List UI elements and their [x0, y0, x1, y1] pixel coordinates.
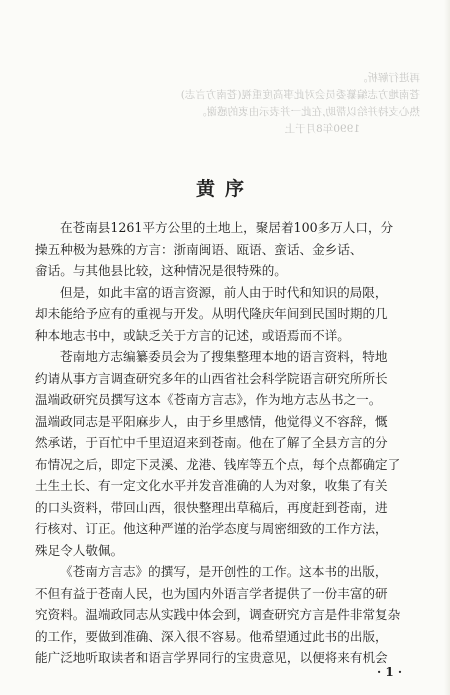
text-line: 畲话。与其他县比较，这种情况是很特殊的。	[35, 263, 287, 278]
preface-title: 黄序	[195, 178, 254, 200]
text-line: 土生土长、有一定文化水平并发音准确的人为对象，收集了有关	[35, 478, 388, 493]
text-line: 苍南地方志编纂委员会为了搜集整理本地的语言资料，特地	[60, 349, 388, 364]
text-line: 约请从事方言调查研究多年的山西省社会科学院语言研究所所长	[35, 370, 388, 386]
text-line: 的工作，要做到准确、深入很不容易。他希望通过此书的出版，	[35, 628, 388, 644]
text-line: 温端政研究员撰写这本《苍南方言志》，作为地方志丛书之一。	[35, 392, 382, 407]
text-line: 然承诺，于百忙中千里迢迢来到苍南。他在了解了全县方言的分	[35, 435, 388, 450]
text-line: 究资料。温端政同志从实践中体会到，调查研究方言是件非常复杂	[35, 607, 401, 622]
bleed-line: 再进行解析。	[357, 72, 420, 84]
text-line: 在苍南县1261平方公里的土地上，聚居着100多万人口，分	[60, 220, 394, 235]
text-line: 能广泛地听取读者和语言学界同行的宝贵意见，以便将来有机会	[35, 650, 388, 665]
text-line: 但是，如此丰富的语言资源，前人由于时代和知识的局限，	[60, 284, 388, 300]
scan-edge-shadow	[444, 0, 450, 695]
bleed-line: 1990年8月于上	[284, 123, 360, 135]
text-line: 的口头资料，带回山西，很快整理出草稿后，再度赶到苍南，进	[35, 499, 388, 515]
bleed-line: 热心支持并给以帮助,在此一并表示由衷的感谢。	[196, 106, 420, 118]
text-line: 操五种极为悬殊的方言：浙南闽语、瓯语、蛮话、金乡话、	[35, 241, 363, 257]
text-line: 行核对、订正。他这种严谨的治学态度与周密细致的工作方法，	[35, 521, 388, 536]
text-line: 殊足令人敬佩。	[35, 542, 124, 558]
text-line: 布情况之后，即定下灵溪、龙港、钱库等五个点，每个点都确定了	[35, 456, 401, 472]
bleed-line: 苍南地方志编纂委员会对此事高度重视(苍南方言志)	[180, 89, 420, 101]
text-line: 不但有益于苍南人民，也为国内外语言学者提供了一份丰富的研	[35, 585, 388, 601]
text-line: 种本地志书中，或缺乏关于方言的记述，或语焉而不详。	[35, 327, 350, 343]
page-number: · 1 ·	[377, 665, 403, 679]
bleed-through-text	[120, 70, 420, 138]
text-line: 《苍南方言志》的撰写，是开创性的工作。这本书的出版，	[60, 564, 388, 579]
preface-body	[35, 217, 422, 669]
text-line: 却未能给予应有的重视与开发。从明代隆庆年间到民国时期的几	[35, 306, 388, 321]
text-line: 温端政同志是平阳麻步人，由于乡里感情，他觉得义不容辞，慨	[35, 413, 388, 429]
